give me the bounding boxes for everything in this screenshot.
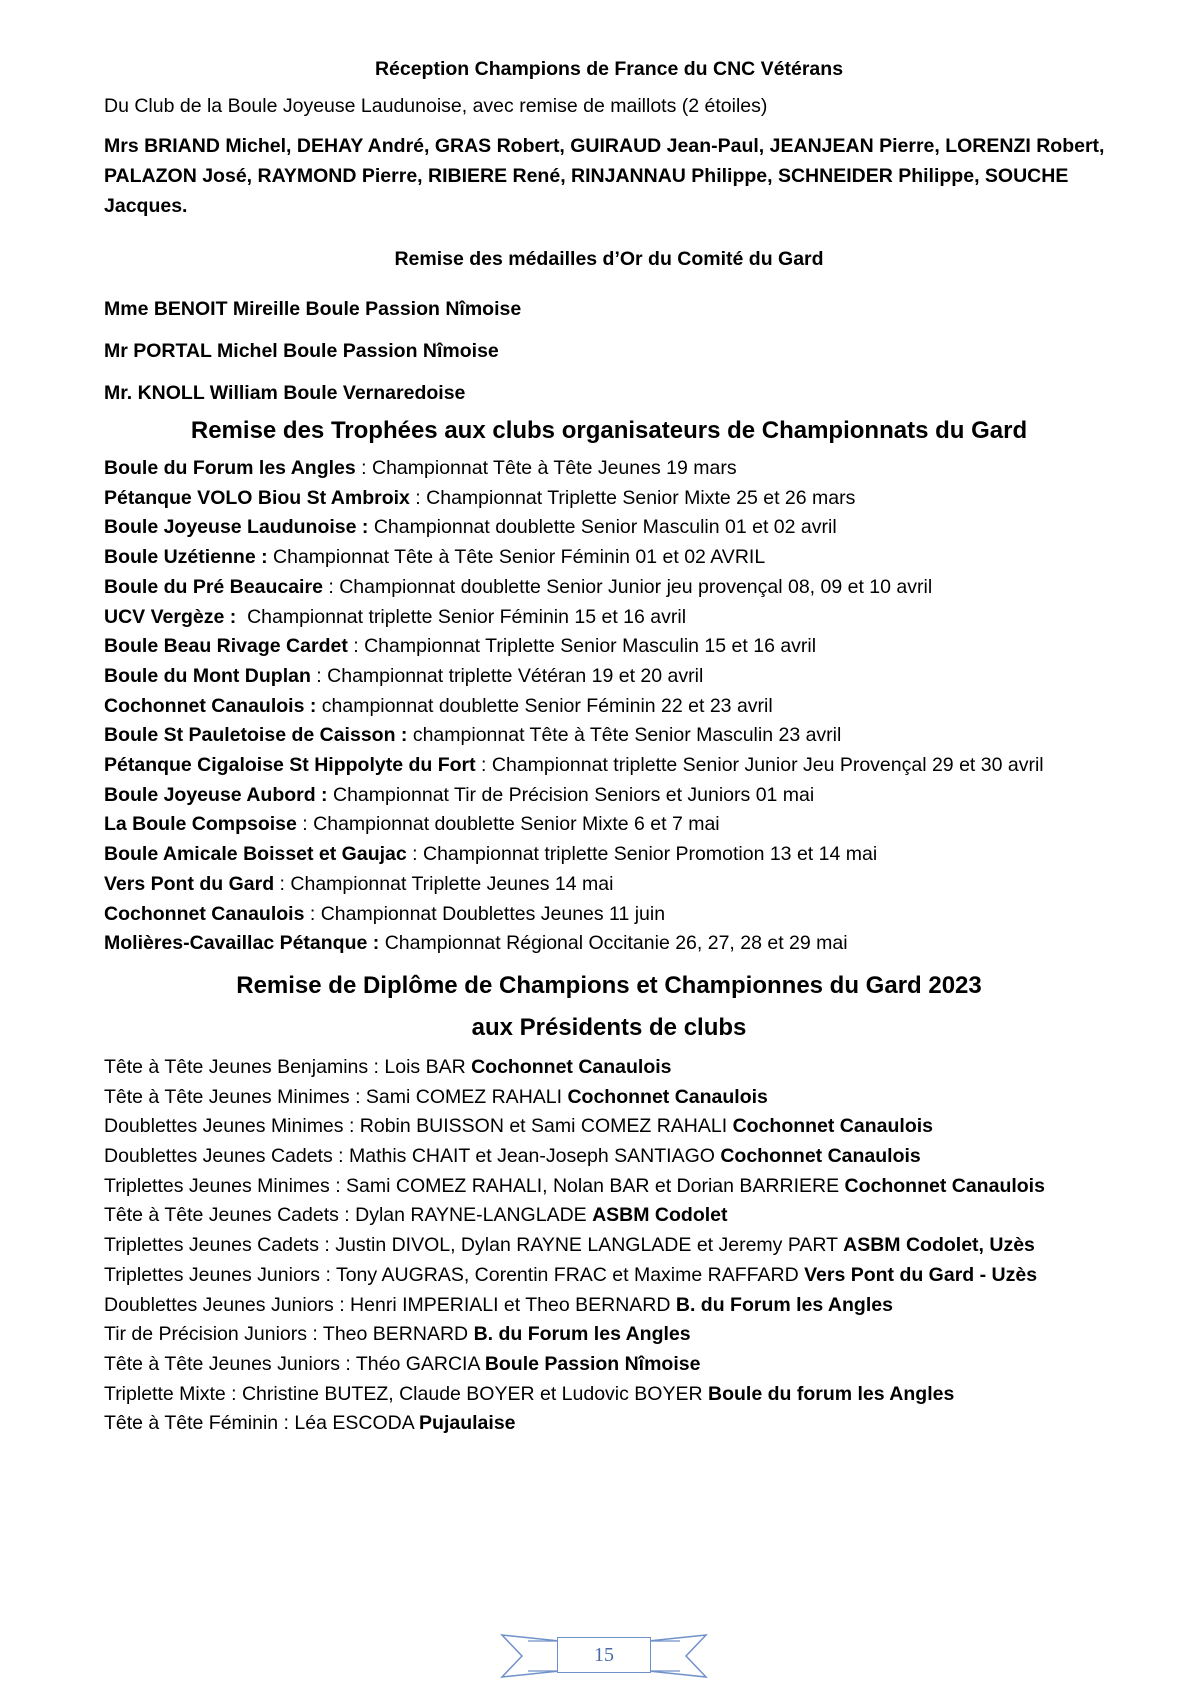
diploma-item — [104, 1350, 1114, 1380]
reception-names: Mrs BRIAND Michel, DEHAY André, GRAS Robert, GUIRAUD Jean-Paul, JEANJEAN Pierre, LORENZI Robert, PALAZON José, RAYMOND Pierre, RIBIERE René, RINJANNAU Philippe, SCHNEIDER Philippe, SOUCHE Jacques. — [104, 135, 1105, 217]
trophy-club: Boule Joyeuse Laudunoise : — [104, 516, 369, 539]
separator: : — [310, 664, 328, 687]
diploma-text: Tête à Tête Jeunes Juniors : Théo GARCIA — [104, 1352, 485, 1375]
trophies-list — [104, 454, 1114, 959]
separator: : — [296, 813, 314, 836]
trophy-item — [104, 721, 1114, 751]
trophy-text: Championnat triplette Senior Promotion 13 et 14 mai — [422, 843, 878, 866]
trophy-item — [104, 840, 1114, 870]
trophy-text: Championnat doublette Senior Mixte 6 et 7 mai — [313, 813, 720, 836]
trophy-text: Championnat Triplette Senior Masculin 15 et 16 avril — [364, 635, 817, 658]
trophy-text: Championnat Triplette Senior Mixte 25 et 26 mars — [426, 486, 856, 509]
trophy-text: Championnat Tête à Tête Senior Féminin 01 et 02 AVRIL — [273, 546, 766, 569]
diploma-club: Pujaulaise — [419, 1412, 516, 1435]
diploma-text: Doublettes Jeunes Juniors : Henri IMPERIALI et Theo BERNARD — [104, 1293, 676, 1316]
diploma-text: Triplette Mixte : Christine BUTEZ, Claude BOYER et Ludovic BOYER — [104, 1382, 708, 1405]
separator: : — [347, 635, 365, 658]
trophy-item — [104, 454, 1114, 484]
trophy-text: Championnat Tir de Précision Seniors et Juniors 01 mai — [332, 783, 815, 806]
separator: : — [475, 754, 492, 777]
diploma-item — [104, 1112, 1114, 1142]
trophy-item — [104, 870, 1114, 900]
diploma-club: Cochonnet Canaulois — [720, 1145, 921, 1168]
diploma-club: Boule du forum les Angles — [708, 1382, 955, 1405]
trophy-club: Boule Joyeuse Aubord : — [104, 783, 328, 806]
trophy-text: Championnat doublette Senior Junior jeu provençal 08, 09 et 10 avril — [339, 575, 933, 598]
diploma-club: Boule Passion Nîmoise — [484, 1352, 701, 1375]
trophy-item — [104, 900, 1114, 930]
page-number-ribbon — [500, 1627, 708, 1683]
diploma-item — [104, 1320, 1114, 1350]
trophy-text: Championnat triplette Vétéran 19 et 20 avril — [327, 664, 704, 687]
diploma-text: Doublettes Jeunes Cadets : Mathis CHAIT et Jean-Joseph SANTIAGO — [104, 1145, 721, 1168]
diploma-club: ASBM Codolet, Uzès — [843, 1234, 1035, 1257]
trophy-item — [104, 573, 1114, 603]
trophy-item — [104, 513, 1114, 543]
trophy-item — [104, 603, 1114, 633]
page-number: 15 — [557, 1637, 651, 1673]
trophy-club: Cochonnet Canaulois — [104, 902, 305, 925]
separator — [236, 606, 247, 628]
trophy-club: La Boule Compsoise — [104, 813, 297, 836]
trophy-club: Pétanque VOLO Biou St Ambroix — [104, 486, 410, 509]
diploma-item — [104, 1053, 1114, 1083]
diploma-club: Cochonnet Canaulois — [567, 1085, 768, 1108]
trophy-item — [104, 810, 1114, 840]
diploma-text: Triplettes Jeunes Cadets : Justin DIVOL, Dylan RAYNE LANGLADE et Jeremy PART — [104, 1234, 844, 1257]
diploma-text: Tir de Précision Juniors : Theo BERNARD — [104, 1323, 474, 1346]
trophy-item — [104, 751, 1114, 781]
diploma-club: ASBM Codolet — [592, 1204, 728, 1227]
diploma-item — [104, 1201, 1114, 1231]
trophy-club: Boule Uzétienne : — [104, 546, 268, 569]
diploma-club: Cochonnet Canaulois — [732, 1115, 933, 1138]
trophy-text: Championnat Doublettes Jeunes 11 juin — [320, 902, 666, 925]
diploma-club: B. du Forum les Angles — [675, 1293, 893, 1316]
diploma-item — [104, 1142, 1114, 1172]
diploma-text: Tête à Tête Jeunes Minimes : Sami COMEZ RAHALI — [104, 1085, 568, 1108]
trophy-club: Boule Amicale Boisset et Gaujac — [104, 843, 407, 866]
diplomas-title-line2: aux Présidents de clubs — [471, 1013, 747, 1041]
trophy-text: championnat doublette Senior Féminin 22 et 23 avril — [321, 694, 773, 717]
diploma-club: B. du Forum les Angles — [473, 1323, 691, 1346]
trophy-club: Boule du Pré Beaucaire — [104, 575, 323, 598]
trophy-club: Boule du Mont Duplan — [104, 664, 311, 687]
diploma-club: Cochonnet Canaulois — [471, 1055, 672, 1078]
trophy-club: Cochonnet Canaulois : — [104, 694, 317, 717]
trophy-item — [104, 781, 1114, 811]
trophy-text: Championnat Tête à Tête Jeunes 19 mars — [372, 457, 737, 479]
diploma-text: Triplettes Jeunes Minimes : Sami COMEZ RAHALI, Nolan BAR et Dorian BARRIERE — [104, 1174, 845, 1197]
trophy-text: Championnat Triplette Jeunes 14 mai — [290, 872, 614, 895]
trophy-item — [104, 484, 1114, 514]
trophy-club: Molières-Cavaillac Pétanque : — [104, 932, 380, 955]
trophy-text: championnat Tête à Tête Senior Masculin 23 avril — [412, 724, 842, 747]
diplomas-title-line1: Remise de Diplôme de Champions et Championnes du Gard 2023 — [236, 971, 982, 999]
separator: : — [322, 575, 340, 598]
diploma-item — [104, 1172, 1114, 1202]
trophy-item — [104, 929, 1114, 959]
trophy-text: Championnat Régional Occitanie 26, 27, 28 et 29 mai — [384, 932, 848, 955]
trophy-text: Championnat triplette Senior Junior Jeu Provençal 29 et 30 avril — [491, 754, 1044, 777]
diploma-item — [104, 1291, 1114, 1321]
trophy-club: Pétanque Cigaloise St Hippolyte du Fort — [104, 754, 476, 777]
medal-item: Mme BENOIT Mireille Boule Passion Nîmoise — [104, 298, 522, 320]
trophy-item — [104, 543, 1114, 573]
trophy-text: Championnat doublette Senior Masculin 01 et 02 avril — [373, 516, 837, 539]
medals-title: Remise des médailles d’Or du Comité du Gard — [394, 248, 824, 270]
diploma-text: Tête à Tête Jeunes Cadets : Dylan RAYNE-LANGLADE — [104, 1204, 593, 1227]
trophy-item — [104, 632, 1114, 662]
trophy-club: Boule St Pauletoise de Caisson : — [104, 724, 408, 747]
diploma-club: Vers Pont du Gard - Uzès — [804, 1263, 1038, 1286]
reception-intro: Du Club de la Boule Joyeuse Laudunoise, avec remise de maillots (2 étoiles) — [104, 95, 768, 117]
diploma-text: Doublettes Jeunes Minimes : Robin BUISSON et Sami COMEZ RAHALI — [104, 1115, 733, 1138]
diploma-item — [104, 1261, 1114, 1291]
diploma-item — [104, 1231, 1114, 1261]
medal-item: Mr. KNOLL William Boule Vernaredoise — [104, 382, 466, 404]
reception-title: Réception Champions de France du CNC Vétérans — [374, 58, 844, 80]
diploma-item — [104, 1083, 1114, 1113]
diploma-item — [104, 1409, 1114, 1439]
trophy-club: Vers Pont du Gard — [104, 872, 275, 895]
separator: : — [274, 872, 291, 895]
diploma-text: Tête à Tête Féminin : Léa ESCODA — [104, 1412, 420, 1435]
trophy-club: UCV Vergèze : — [104, 605, 237, 628]
trophy-item — [104, 692, 1114, 722]
trophy-club: Boule du Forum les Angles — [104, 457, 356, 479]
document-page — [104, 56, 1114, 1439]
diploma-text: Triplettes Jeunes Juniors : Tony AUGRAS, Corentin FRAC et Maxime RAFFARD — [104, 1263, 805, 1286]
diploma-text: Tête à Tête Jeunes Benjamins : Lois BAR — [104, 1055, 472, 1078]
medal-item: Mr PORTAL Michel Boule Passion Nîmoise — [104, 340, 499, 362]
separator: : — [409, 486, 427, 509]
separator: : — [406, 843, 423, 866]
trophy-text: Championnat triplette Senior Féminin 15 et 16 avril — [247, 605, 687, 628]
trophy-club: Boule Beau Rivage Cardet — [104, 635, 348, 658]
diploma-item — [104, 1380, 1114, 1410]
trophy-item — [104, 662, 1114, 692]
diploma-club: Cochonnet Canaulois — [844, 1174, 1045, 1197]
diplomas-list — [104, 1053, 1114, 1439]
separator: : — [355, 457, 372, 479]
trophies-title: Remise des Trophées aux clubs organisateurs de Championnats du Gard — [190, 417, 1028, 444]
separator: : — [304, 902, 321, 925]
